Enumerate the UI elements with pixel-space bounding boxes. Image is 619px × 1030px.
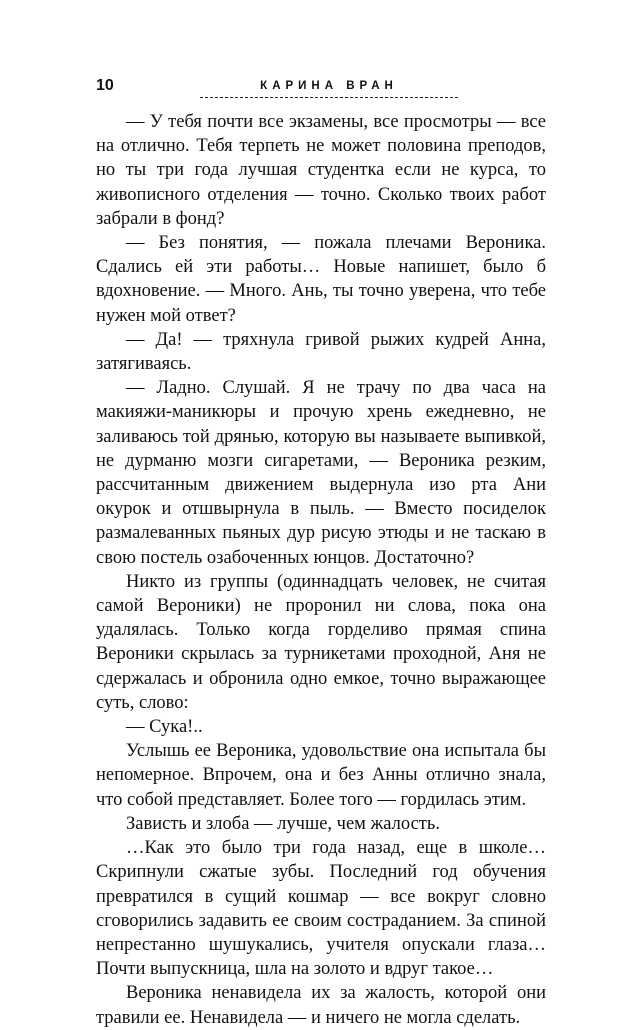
paragraph: — У тебя почти все экзамены, все просмотры — все на отлично. Тебя терпеть не может половина преподов, но ты три года лучшая студентка если не курса, то живописного отделения — точно. Сколько твоих работ забрали в фонд? <box>96 112 546 229</box>
paragraph: — Ладно. Слушай. Я не трачу по два часа на макияжи-маникюры и прочую хрень ежедневно, не заливаюсь той дрянью, которую вы называете выпивкой, не дурманю мозги сигаретами, — Вероника резким, рассчитанным движением выдернула изо рта Ани окурок и отшвырнула в пыль. — Вместо посиделок размалеванных пьяных дур рисую этюды и не таскаю в свою постель озабоченных юнцов. Достаточно? <box>96 378 546 568</box>
paragraph: …Как это было три года назад, еще в школе… Скрипнули сжатые зубы. Последний год обучения превратился в сущий кошмар — все вокруг словно сговорились задавить ее своим состраданием. За спиной непрестанно шушукались, учителя опускали глаза… Почти выпускница, шла на золото и вдруг такое… <box>96 838 546 980</box>
paragraph: — Сука!.. <box>126 717 203 738</box>
running-head-author: КАРИНА ВРАН <box>260 80 398 92</box>
paragraph: Зависть и злоба — лучше, чем жалость. <box>126 813 440 834</box>
paragraph: Никто из группы (одиннадцать человек, не считая самой Вероники) не проронил ни слова, пока она удалялась. Только когда горделиво прямая спина Вероники скрылась за турникетами проходной, Аня не сдержалась и обронила одно емкое, точно выражающее суть, слово: <box>96 571 546 713</box>
paragraph: Услышь ее Вероника, удовольствие она испытала бы непомерное. Впрочем, она и без Анны отлично знала, что собой представляет. Более того — гордилась этим. <box>96 741 546 810</box>
page-number: 10 <box>96 77 114 94</box>
header-dashed-rule <box>200 97 458 98</box>
paragraph: Вероника ненавидела их за жалость, которой они травили ее. Ненавидела — и ничего не могла сделать. <box>96 983 546 1028</box>
paragraph: — Да! — тряхнула гривой рыжих кудрей Анна, затягиваясь. <box>96 329 546 375</box>
paragraph: — Без понятия, — пожала плечами Вероника. Сдались ей эти работы… Новые напишет, было б вдохновение. — Много. Ань, ты точно уверена, что тебе нужен мой ответ? <box>96 233 546 326</box>
main-text <box>96 110 546 1030</box>
